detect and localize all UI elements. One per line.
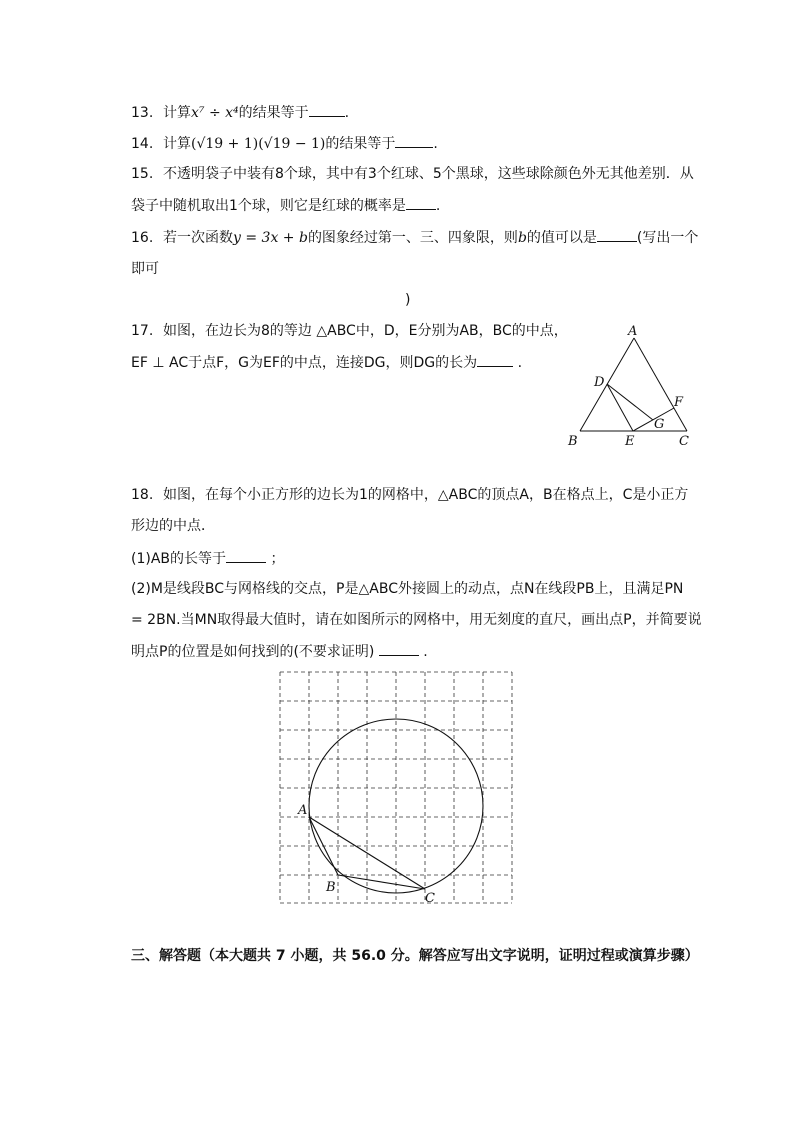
question-15-line-1 — [131, 164, 694, 184]
triangle-figure — [560, 320, 700, 450]
question-13 — [131, 102, 349, 123]
question-18-part-1 — [131, 548, 284, 569]
question-text: EF ⊥ AC于点F，G为EF的中点，连接DG，则DG的长为 — [131, 355, 478, 371]
period: . — [435, 198, 441, 214]
question-18-part-2-line-2 — [131, 610, 702, 630]
segment-de — [607, 384, 633, 431]
question-16-line-1 — [131, 227, 698, 248]
side-bc — [338, 875, 425, 889]
question-text: 不透明袋子中装有8个球，其中有3个红球、5个黑球，这些球除颜色外无其他差别．从 — [163, 166, 694, 182]
label-e: E — [625, 434, 635, 449]
answer-blank[interactable] — [406, 195, 436, 210]
question-18-part-2-line-3 — [131, 641, 428, 662]
answer-blank[interactable] — [379, 641, 419, 656]
question-text: 明点P的位置是如何找到的(不要求证明) — [131, 644, 375, 660]
question-text: 的结果等于 — [238, 105, 309, 121]
label-d: D — [594, 375, 605, 390]
answer-blank[interactable] — [597, 227, 637, 242]
answer-blank[interactable] — [309, 102, 345, 117]
question-16-line-3 — [405, 290, 410, 310]
formula: (√19 + 1)(√19 − 1) — [191, 136, 326, 152]
question-number: 15. — [131, 166, 154, 182]
answer-blank[interactable] — [477, 352, 513, 367]
variable-b: b — [517, 230, 527, 246]
semicolon: ； — [270, 551, 285, 567]
question-16-line-2 — [131, 259, 159, 279]
question-17-line-1 — [131, 321, 568, 341]
question-text: = 2BN.当MN取得最大值时，请在如图所示的网格中，用无刻度的直尺，画出点P，并简要说 — [131, 612, 702, 628]
question-15-line-2 — [131, 195, 440, 216]
question-14 — [131, 133, 438, 154]
question-number: 16. — [131, 230, 154, 246]
question-18-line-2 — [131, 516, 215, 536]
section-title: 三、解答题（本大题共 7 小题，共 56.0 分。解答应写出文字说明，证明过程或演算步骤） — [131, 948, 699, 964]
formula: y = 3x + b — [233, 230, 308, 246]
question-text: 即可 — [131, 261, 159, 277]
label-b: B — [326, 880, 336, 895]
question-text: ) — [405, 292, 411, 308]
question-text: 如图，在每个小正方形的边长为1的网格中，△ABC的顶点A，B在格点上，C是小正方 — [163, 487, 689, 503]
answer-blank[interactable] — [395, 133, 433, 148]
question-text: 形边的中点． — [131, 518, 215, 534]
question-number: 18. — [131, 487, 154, 503]
label-c: C — [425, 891, 435, 906]
label-g: G — [654, 417, 665, 432]
label-a: A — [628, 324, 638, 339]
label-f: F — [674, 395, 684, 410]
question-number: 17. — [131, 323, 154, 339]
question-number: 13. — [131, 105, 154, 121]
question-text: 的结果等于 — [325, 136, 396, 152]
grid-circle-figure — [270, 662, 530, 912]
question-text: 袋子中随机取出1个球，则它是红球的概率是 — [131, 198, 406, 214]
question-text: (2)M是线段BC与网格线的交点，P是△ABC外接圆上的动点，点N在线段PB上，且满足PN — [131, 581, 684, 597]
segment-dg — [607, 384, 653, 420]
question-text: (1)AB的长等于 — [131, 551, 227, 567]
period: . — [423, 644, 428, 660]
period: . — [344, 105, 350, 121]
question-number: 14. — [131, 136, 154, 152]
question-text: (写出一个 — [636, 230, 699, 246]
question-18-part-2-line-1 — [131, 579, 683, 599]
answer-blank[interactable] — [226, 548, 266, 563]
question-17-line-2 — [131, 352, 522, 373]
formula: x⁷ ÷ x⁴ — [191, 105, 239, 121]
question-text: 如图，在边长为8的等边 △ABC中，D，E分别为AB，BC的中点， — [163, 323, 568, 339]
period: . — [517, 355, 523, 371]
question-text: 计算 — [163, 105, 191, 121]
section-3-heading — [131, 946, 699, 966]
label-c: C — [679, 434, 689, 449]
question-text: 若一次函数 — [163, 230, 233, 246]
label-b: B — [568, 434, 578, 449]
dashed-grid — [280, 672, 512, 903]
question-text: 的值可以是 — [526, 230, 597, 246]
period: . — [433, 136, 438, 152]
question-18-line-1 — [131, 485, 688, 505]
question-text: 的图象经过第一、三、四象限，则 — [307, 230, 518, 246]
question-text: 计算 — [163, 136, 191, 152]
label-a: A — [298, 803, 308, 818]
